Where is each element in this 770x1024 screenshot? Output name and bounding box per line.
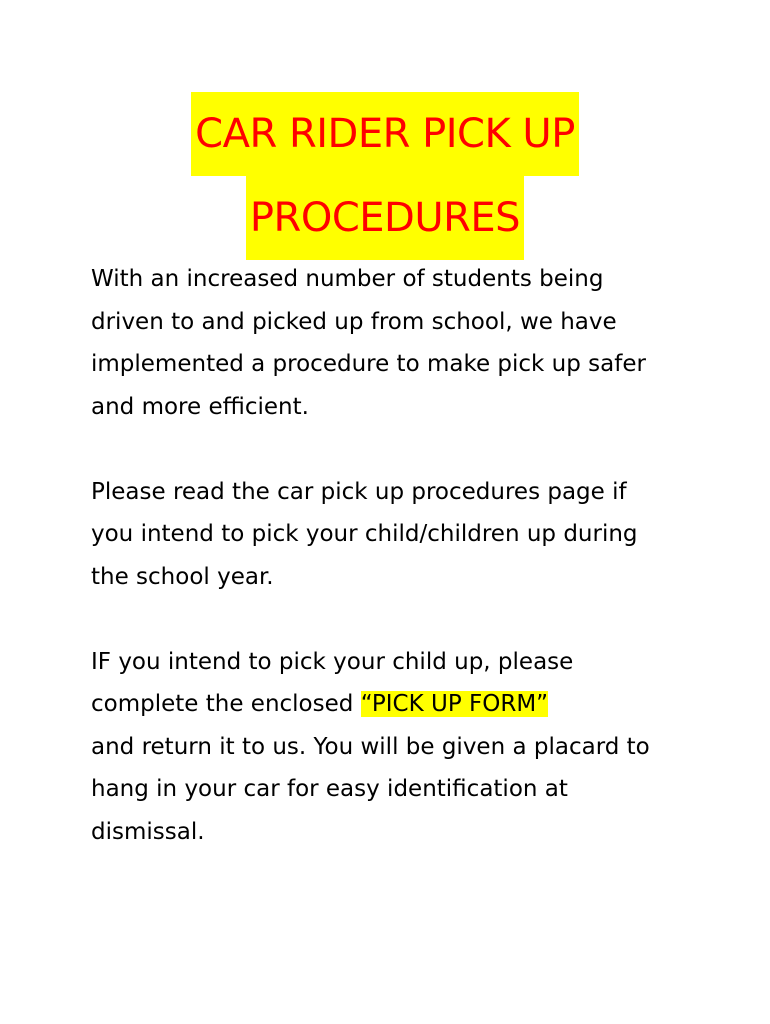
title-line-1: CAR RIDER PICK UP <box>191 92 579 176</box>
pickup-form-text-after: and return it to us. You will be given a placard to hang in your car for easy identification at dismissal. <box>91 733 650 845</box>
page-title <box>0 92 770 260</box>
document-body <box>91 258 751 896</box>
title-line-2: PROCEDURES <box>246 176 524 260</box>
pickup-form-text-before: IF you intend to pick your child up, please complete the enclosed <box>91 648 574 717</box>
intro-paragraph: With an increased number of students being driven to and picked up from school, we have implemented a procedure to make pick up safer and more efficient. <box>91 266 646 420</box>
read-procedures-paragraph: Please read the car pick up procedures page if you intend to pick your child/children up during the school year. <box>91 478 638 590</box>
pickup-form-highlight: “PICK UP FORM” <box>360 691 549 717</box>
pickup-form-paragraph <box>91 641 751 854</box>
